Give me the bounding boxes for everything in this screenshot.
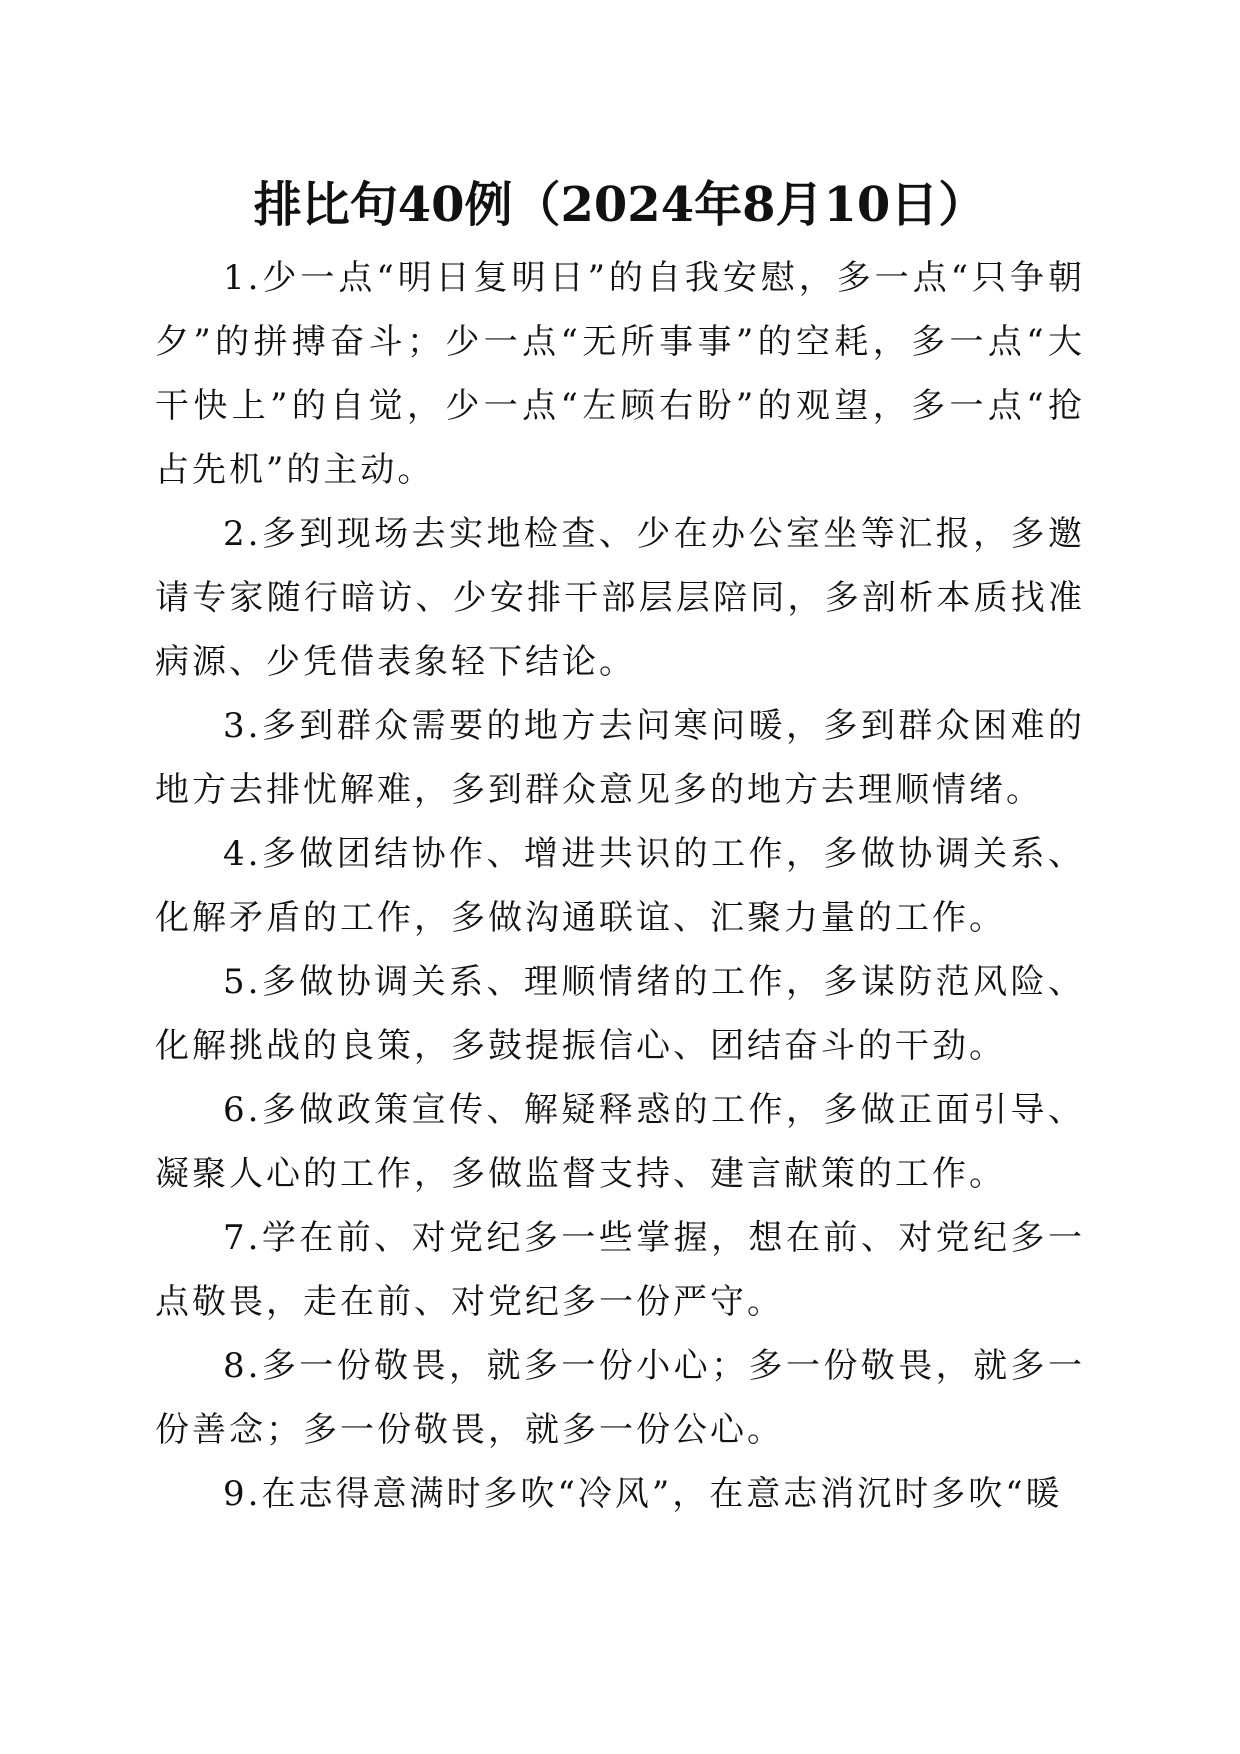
paragraph-3: 3.多到群众需要的地方去问寒问暖，多到群众困难的地方去排忧解难，多到群众意见多的地方去理顺情绪。 — [155, 706, 1085, 810]
paragraph-9: 9.在志得意满时多吹“冷风”，在意志消沉时多吹“暖 — [223, 1474, 1063, 1514]
paragraph-8: 8.多一份敬畏，就多一份小心；多一份敬畏，就多一份善念；多一份敬畏，就多一份公心。 — [155, 1346, 1085, 1450]
paragraph-6: 6.多做政策宣传、解疑释惑的工作，多做正面引导、凝聚人心的工作，多做监督支持、建言献策的工作。 — [155, 1090, 1085, 1194]
paragraph-4: 4.多做团结协作、增进共识的工作，多做协调关系、化解矛盾的工作，多做沟通联谊、汇聚力量的工作。 — [155, 834, 1085, 938]
paragraph-2: 2.多到现场去实地检查、少在办公室坐等汇报，多邀请专家随行暗访、少安排干部层层陪同，多剖析本质找准病源、少凭借表象轻下结论。 — [155, 514, 1085, 682]
paragraph-5: 5.多做协调关系、理顺情绪的工作，多谋防范风险、化解挑战的良策，多鼓提振信心、团结奋斗的干劲。 — [155, 962, 1085, 1066]
document-body — [155, 246, 1085, 1526]
document-title: 排比句40例（2024年8月10日） — [253, 177, 987, 233]
paragraph-1: 1.少一点“明日复明日”的自我安慰，多一点“只争朝夕”的拼搏奋斗；少一点“无所事事”的空耗，多一点“大干快上”的自觉，少一点“左顾右盼”的观望，多一点“抢占先机”的主动。 — [155, 258, 1085, 490]
paragraph-7: 7.学在前、对党纪多一些掌握，想在前、对党纪多一点敬畏，走在前、对党纪多一份严守。 — [155, 1218, 1085, 1322]
